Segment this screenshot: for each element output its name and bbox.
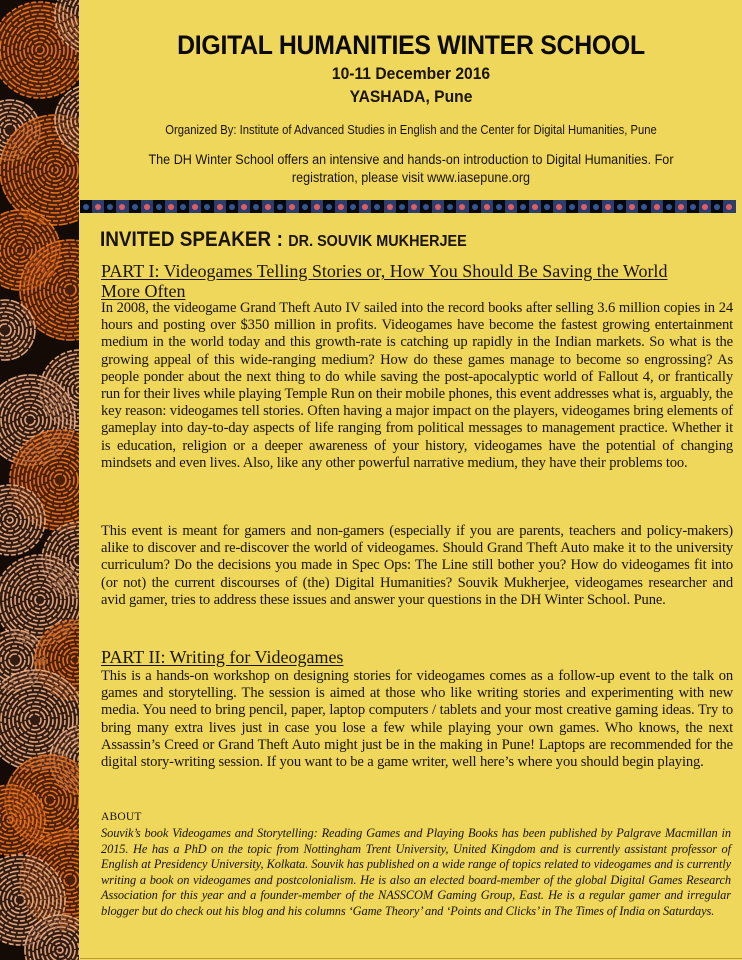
part1-paragraph-1: In 2008, the videogame Grand Theft Auto IV sailed into the record books after selling 3.6 million copies in 24 hours and posting over $350 million in profits. Videogames have become the fastest growing entertainment medium in the world today and this growth-rate is catching up rapidly in the Indian markets. So what is the growing appeal of this wide-ranging medium? How do these games manage to become so engrossing? As people ponder about the next thing to do while saving the post-apocalyptic world of Fallout 4, or frantically run for their lives while playing Temple Run on their mobile phones, this event addresses what is, arguably, the key reason: videogames tell stories. Often having a major impact on the players, videogames bring elements of gameplay into day-to-day aspects of life ranging from political messages to management practice. Whether it is education, religion or a deeper awareness of your history, videogames have the potential of changing mindsets and even lives. Also, like any other powerful narrative medium, they have their problems too. (101, 300, 734, 471)
divider-dot-pink (384, 200, 396, 213)
divider-dot-blue (541, 200, 553, 213)
divider-dot-blue (250, 200, 262, 213)
divider-dot-blue (153, 200, 165, 213)
divider-dot-pink (165, 200, 177, 213)
divider-dot-blue (614, 200, 626, 213)
divider-dot-blue (444, 200, 456, 213)
speaker-separator: : (276, 228, 283, 251)
divider-dot-pink (92, 200, 104, 213)
divider-dot-blue (590, 200, 602, 213)
divider-dot-pink (505, 200, 517, 213)
divider-dot-pink (359, 200, 371, 213)
divider-dot-pink (553, 200, 565, 213)
divider-dot-blue (371, 200, 383, 213)
divider-dot-blue (396, 200, 408, 213)
divider-dot-blue (323, 200, 335, 213)
divider-dot-blue (299, 200, 311, 213)
divider-dot-blue (347, 200, 359, 213)
dotted-divider (80, 200, 736, 213)
divider-dot-pink (408, 200, 420, 213)
divider-dot-blue (469, 200, 481, 213)
divider-dot-blue (420, 200, 432, 213)
divider-dot-blue (80, 200, 92, 213)
divider-dot-pink (602, 200, 614, 213)
divider-dot-pink (578, 200, 590, 213)
divider-dot-blue (517, 200, 529, 213)
part2-paragraph: This is a hands-on workshop on designing stories for videogames comes as a follow-up event to the talk on games and storytelling. The session is aimed at those who like writing stories and experimenting with new media. You need to bring pencil, paper, laptop computers / tablets and your most creative gaming ideas. Try to bring many extra lives just in case you lose a few while playing your own games. Who knows, the next Assassin’s Creed or Grand Theft Auto might just be in the making in Pune! Laptops are recommended for the digital story-writing session. If you want to be a game writer, well here’s where you should begin playing. (101, 668, 733, 771)
divider-dot-pink (626, 200, 638, 213)
speaker-name: DR. SOUVIK MUKHERJEE (288, 233, 467, 250)
divider-dot-pink (311, 200, 323, 213)
divider-dot-blue (129, 200, 141, 213)
divider-dot-blue (226, 200, 238, 213)
poster (80, 0, 742, 960)
divider-dot-pink (651, 200, 663, 213)
divider-dot-pink (723, 200, 735, 213)
divider-dot-blue (687, 200, 699, 213)
speaker-label: INVITED SPEAKER (100, 228, 272, 251)
divider-dot-pink (238, 200, 250, 213)
divider-dot-blue (177, 200, 189, 213)
divider-dot-pink (214, 200, 226, 213)
event-venue: YASHADA, Pune (349, 87, 473, 106)
about-label: ABOUT (101, 811, 142, 823)
divider-dot-pink (189, 200, 201, 213)
divider-dot-pink (335, 200, 347, 213)
divider-dot-blue (566, 200, 578, 213)
part2-heading: PART II: Writing for Videogames (101, 647, 344, 667)
divider-dot-pink (116, 200, 128, 213)
divider-dot-pink (529, 200, 541, 213)
divider-dot-pink (456, 200, 468, 213)
divider-dot-pink (141, 200, 153, 213)
invited-speaker-line (100, 228, 467, 252)
divider-dot-blue (274, 200, 286, 213)
decorative-circles-strip (0, 0, 79, 960)
about-text: Souvik’s book Videogames and Storytelling: Reading Games and Playing Books has been published by Palgrave Macmillan in 2015. He has a PhD on the topic from Nottingham Trent University, United Kingdom and is currently assistant professor of English at Presidency University, Kolkata. Souvik has published on a wide range of topics related to videogames and is currently writing a book on videogames and postcolonialism. He is also an elected board-member of the global Digital Games Research Association for this year and a founder-member of the NASSCOM Gaming Group, East. He is a regular gamer and irregular blogger but do check out his blog and his columns ‘Game Theory’ and ‘Points and Clicks’ in The Times of India on Saturdays. (101, 826, 731, 918)
event-dates: 10-11 December 2016 (331, 64, 491, 83)
divider-dot-pink (481, 200, 493, 213)
divider-dot-blue (638, 200, 650, 213)
concentric-circles-pattern (0, 0, 79, 960)
divider-dot-pink (675, 200, 687, 213)
event-title: DIGITAL HUMANITIES WINTER SCHOOL (177, 30, 645, 60)
divider-dot-blue (663, 200, 675, 213)
divider-dot-blue (201, 200, 213, 213)
part1-heading: PART I: Videogames Telling Stories or, How You Should Be Saving the World More Often (101, 261, 668, 301)
divider-dot-pink (262, 200, 274, 213)
organizer-line: Organized By: Institute of Advanced Studies in English and the Center for Digital Humanities, Pune (165, 123, 657, 137)
divider-dot-pink (699, 200, 711, 213)
intro-text: The DH Winter School offers an intensive and hands-on introduction to Digital Humanities. For registration, please visit www.iasepune.org (148, 151, 674, 185)
divider-dot-blue (711, 200, 723, 213)
divider-dot-blue (493, 200, 505, 213)
divider-dot-pink (286, 200, 298, 213)
part1-paragraph-2: This event is meant for gamers and non-gamers (especially if you are parents, teachers and policy-makers) alike to discover and re-discover the world of videogames. Should Grand Theft Auto make it to the university curriculum? Do the decisions you made in Spec Ops: The Line still bother you? How do videogames fit into (or not) the current discourses of (the) Digital Humanities? Souvik Mukherjee, videogames researcher and avid gamer, tries to address these issues and answer your questions in the DH Winter School. Pune. (101, 523, 733, 608)
bottom-border (80, 958, 742, 959)
divider-dot-pink (432, 200, 444, 213)
divider-dot-blue (104, 200, 116, 213)
